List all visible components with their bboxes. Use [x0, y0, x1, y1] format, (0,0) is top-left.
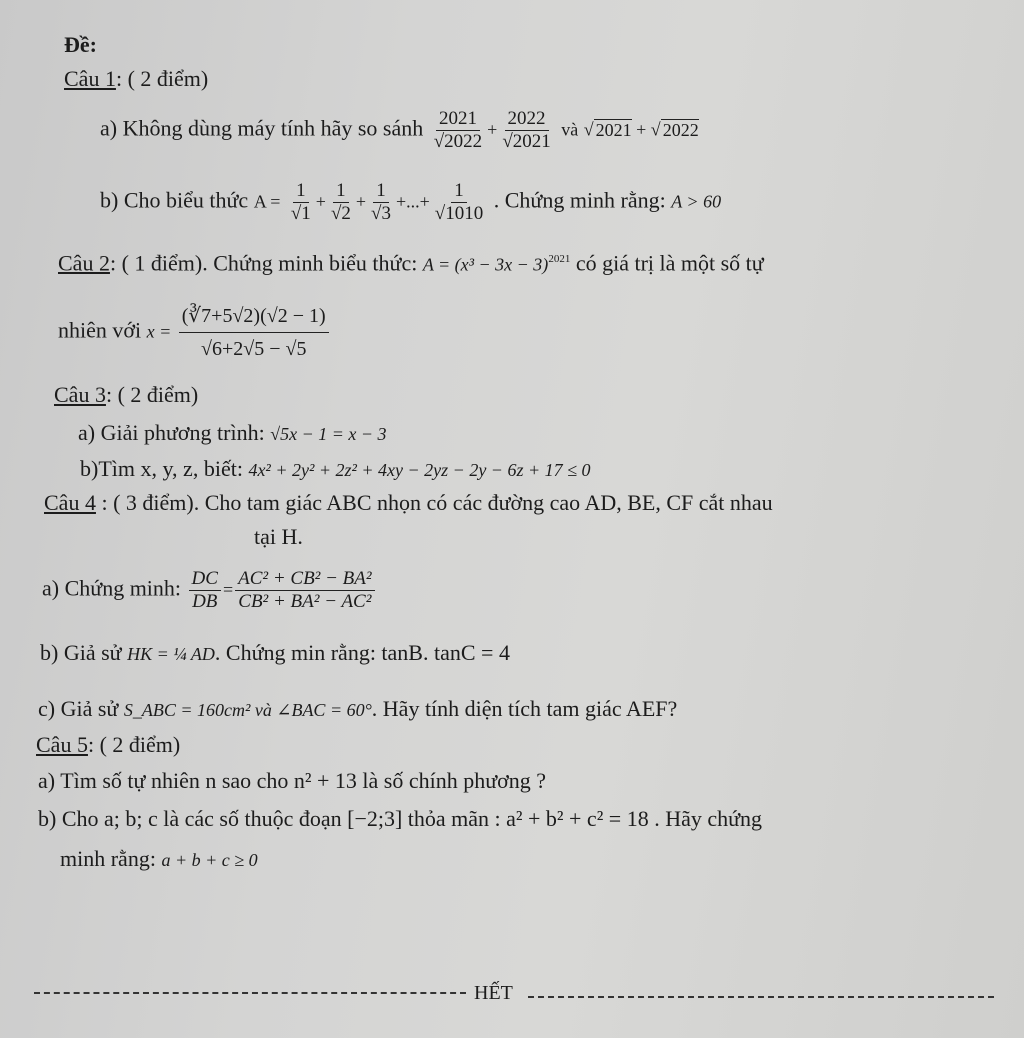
q2-exponent: 2021 — [548, 253, 571, 265]
q4c-rest: . Hãy tính diện tích tam giác AEF? — [371, 696, 678, 721]
q4a-lhs-den: DB — [192, 591, 218, 612]
q3-title-label: Câu 3 — [54, 382, 106, 407]
footer-het: HẾT — [474, 982, 513, 1004]
q1b-den-1: √1 — [290, 203, 311, 224]
q2-tail: có giá trị là một số tự — [575, 250, 764, 276]
q1a-sqrt1: 2021 — [595, 119, 632, 140]
q1a-frac2-den: √2021 — [502, 131, 551, 152]
q5b-line2-label: minh rằng: — [60, 846, 156, 871]
q4-line2: tại H. — [254, 524, 303, 549]
heading: Đề: — [64, 32, 97, 57]
q3b-expr: 4x² + 2y² + 2z² + 4xy − 2yz − 2y − 6z + 17 ≤ 0 — [248, 460, 591, 480]
q5b-line2-expr: a + b + c ≥ 0 — [161, 850, 258, 870]
q4b — [40, 640, 510, 667]
q4b-expr: HK = ¼ AD — [127, 644, 215, 664]
q3a-label: a) Giải phương trình: — [78, 420, 265, 445]
q4a-lhs — [189, 568, 221, 613]
q5-title — [36, 732, 180, 758]
q2-x-num: (∛7+5√2)(√2 − 1) — [179, 300, 329, 333]
q1-title-label: Câu 1 — [64, 66, 116, 91]
footer-dash-left — [34, 992, 466, 994]
q1b-expr-start: A = — [253, 191, 281, 212]
q4a: a) Chứng minh: $\frac{DC}{DB}$ = $\frac{\text{AC² + CB² − BA²}}{\text{CB² + BA² − AC²}}$ — [42, 568, 377, 613]
q5b-line2 — [60, 846, 258, 873]
q2-line2 — [58, 300, 331, 365]
footer-dash-right — [528, 996, 994, 998]
q2-title-rest: : ( 1 điểm). Chứng minh biểu thức: — [109, 250, 418, 276]
q2-expr: A = (x³ − 3x − 3) — [422, 254, 549, 275]
q1b-den-3: √3 — [371, 203, 391, 224]
q2-title — [58, 246, 764, 277]
q1a-frac2 — [499, 108, 553, 153]
q1a-frac1 — [431, 108, 485, 153]
q2-x-eq: x = — [146, 321, 172, 342]
q2-title-label: Câu 2 — [58, 250, 110, 276]
q4b-rest: . Chứng min rằng: tanB. tanC = 4 — [214, 640, 510, 665]
q1b-prove: . Chứng minh rằng: — [493, 187, 666, 213]
q1a-sqrt2: 2022 — [662, 119, 699, 140]
q1b: b) Cho biểu thức A = $\frac{1}{√1}$ + $\frac{1}{√2}$ + $\frac{1}{√3}$ +...+ $\frac{1}{√1010}$ . Chứng minh rằng: A > 60 — [100, 180, 722, 224]
q4-title-rest: : ( 3 điểm). Cho tam giác ABC nhọn có các đường cao AD, BE, CF cắt nhau — [95, 490, 773, 515]
q1a-and: và — [561, 119, 579, 140]
q1-title-rest: : ( 2 điểm) — [115, 66, 209, 91]
q5-title-rest: : ( 2 điểm) — [87, 732, 181, 757]
q3a-expr: √5x − 1 = x − 3 — [270, 424, 387, 444]
q5a: a) Tìm số tự nhiên n sao cho n² + 13 là số chính phương ? — [38, 768, 547, 793]
q1a: a) Không dùng máy tính hãy so sánh $\frac{2021}{√2022}$ + $\frac{2022}{√2021}$ và √ 2021 + √ 2022 — [100, 108, 699, 152]
q5b: b) Cho a; b; c là các số thuộc đoạn [−2;3] thỏa mãn : a² + b² + c² = 18 . Hãy chứng — [38, 806, 763, 831]
q1b-den-4: √1010 — [434, 203, 484, 224]
q3-title-rest: : ( 2 điểm) — [105, 382, 199, 407]
q4a-label: a) Chứng minh: — [42, 575, 182, 601]
q4a-rhs-den: CB² + BA² − AC² — [238, 591, 372, 612]
q4a-rhs — [235, 568, 375, 613]
q3-title — [54, 382, 198, 408]
q5-title-label: Câu 5 — [36, 732, 88, 757]
q1a-label: a) Không dùng máy tính hãy so sánh — [100, 115, 424, 141]
q3a — [78, 420, 387, 447]
q1-title — [64, 66, 208, 92]
q1a-frac1-den: √2022 — [433, 131, 483, 152]
q3b-label: b)Tìm x, y, z, biết: — [80, 456, 243, 481]
q1b-label: b) Cho biểu thức — [100, 187, 249, 213]
q2-x-frac — [179, 300, 329, 365]
q2-line2-label: nhiên với — [58, 317, 142, 343]
q3b — [80, 456, 590, 483]
q4b-label: b) Giả sử — [40, 640, 122, 665]
q4a-rhs-num: AC² + CB² − BA² — [235, 568, 375, 591]
q1b-den-2: √2 — [330, 203, 351, 224]
q4-title — [44, 490, 773, 516]
q1b-ellipsis: +...+ — [395, 191, 430, 212]
q1a-frac1-num: 2021 — [436, 108, 480, 131]
q1b-claim: A > 60 — [671, 191, 722, 212]
q4c — [38, 696, 677, 723]
q2-x-den: √6+2√5 − √5 — [200, 338, 307, 360]
q4c-label: c) Giả sử — [38, 696, 119, 721]
q4-title-label: Câu 4 — [44, 490, 96, 515]
q1a-frac2-num: 2022 — [505, 108, 549, 131]
q4c-expr: S_ABC = 160cm² và ∠BAC = 60° — [123, 700, 372, 720]
q4a-lhs-num: DC — [189, 568, 221, 591]
